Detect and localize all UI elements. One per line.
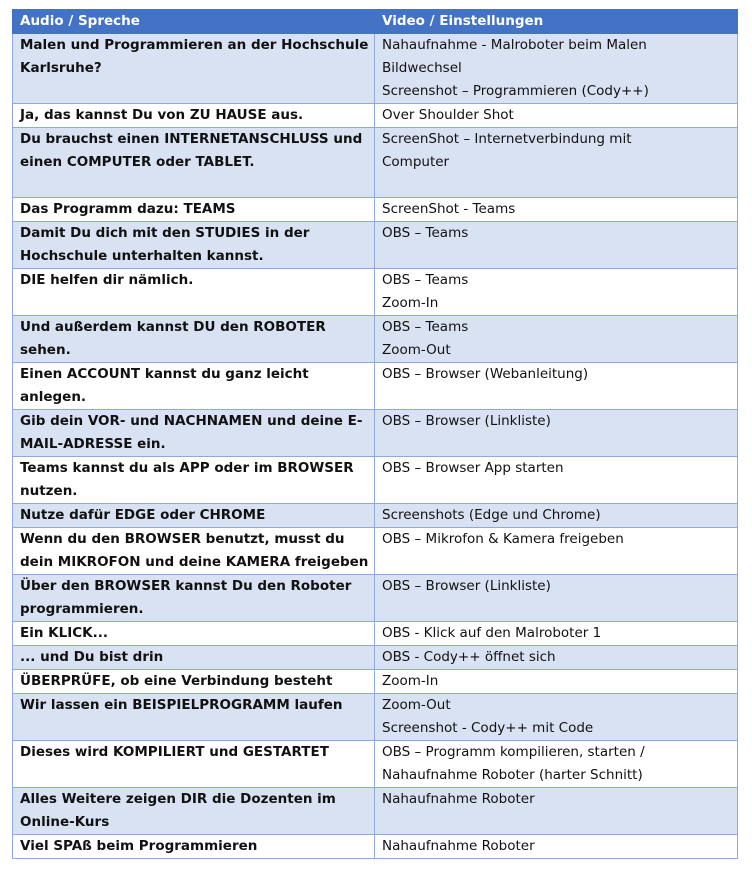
video-cell xyxy=(375,128,738,198)
audio-cell xyxy=(13,128,375,198)
audio-cell xyxy=(13,269,375,316)
table-row xyxy=(13,316,738,363)
table-row xyxy=(13,269,738,316)
video-text: Over Shoulder Shot xyxy=(382,107,514,123)
table-row xyxy=(13,363,738,410)
table-row xyxy=(13,575,738,622)
audio-text: ÜBERPRÜFE, ob eine Verbindung besteht xyxy=(20,673,333,689)
table-row xyxy=(13,528,738,575)
audio-text: Ja, das kannst Du von ZU HAUSE aus. xyxy=(20,107,304,123)
audio-text: Über den BROWSER kannst Du den Roboter xyxy=(20,578,352,594)
video-cell xyxy=(375,104,738,128)
audio-cell xyxy=(13,694,375,741)
audio-text: dein MIKROFON und deine KAMERA freigeben xyxy=(20,554,369,570)
video-text: Nahaufnahme Roboter xyxy=(382,791,535,807)
audio-text: einen COMPUTER oder TABLET. xyxy=(20,154,255,170)
video-text: OBS – Teams xyxy=(382,272,469,288)
video-text: OBS – Teams xyxy=(382,319,469,335)
audio-text: Viel SPAß beim Programmieren xyxy=(20,838,258,854)
video-cell xyxy=(375,741,738,788)
table-row xyxy=(13,694,738,741)
video-text: Nahaufnahme - Malroboter beim Malen xyxy=(382,37,647,53)
audio-cell xyxy=(13,504,375,528)
table-row xyxy=(13,457,738,504)
audio-text: Und außerdem kannst DU den ROBOTER xyxy=(20,319,326,335)
video-cell xyxy=(375,222,738,269)
audio-text: MAIL-ADRESSE ein. xyxy=(20,436,166,452)
audio-cell xyxy=(13,835,375,859)
header-video: Video / Einstellungen xyxy=(375,10,738,34)
video-cell xyxy=(375,528,738,575)
table-row xyxy=(13,622,738,646)
video-text: Nahaufnahme Roboter (harter Schnitt) xyxy=(382,767,643,783)
audio-text: Alles Weitere zeigen DIR die Dozenten im xyxy=(20,791,336,807)
table-row xyxy=(13,670,738,694)
table-row xyxy=(13,104,738,128)
table-row xyxy=(13,646,738,670)
audio-cell xyxy=(13,622,375,646)
table-row xyxy=(13,34,738,104)
script-table xyxy=(12,9,738,859)
audio-text: Wenn du den BROWSER benutzt, musst du xyxy=(20,531,345,547)
audio-text: Hochschule unterhalten kannst. xyxy=(20,248,264,264)
audio-cell xyxy=(13,198,375,222)
video-text: Screenshot - Cody++ mit Code xyxy=(382,720,594,736)
table-row xyxy=(13,504,738,528)
audio-text: Das Programm dazu: TEAMS xyxy=(20,201,236,217)
video-text: ScreenShot – Internetverbindung mit xyxy=(382,131,632,147)
audio-cell xyxy=(13,788,375,835)
video-text: OBS – Mikrofon & Kamera freigeben xyxy=(382,531,624,547)
audio-cell xyxy=(13,34,375,104)
video-text: Zoom-In xyxy=(382,295,439,311)
video-text: OBS – Browser (Linkliste) xyxy=(382,413,551,429)
audio-text: Nutze dafür EDGE oder CHROME xyxy=(20,507,266,523)
video-text: OBS - Klick auf den Malroboter 1 xyxy=(382,625,602,641)
video-text: OBS – Browser (Linkliste) xyxy=(382,578,551,594)
audio-text: Teams kannst du als APP oder im BROWSER xyxy=(20,460,354,476)
table-row xyxy=(13,128,738,198)
video-text: Zoom-Out xyxy=(382,697,451,713)
video-cell xyxy=(375,316,738,363)
audio-text: ... und Du bist drin xyxy=(20,649,164,665)
video-text: OBS - Cody++ öffnet sich xyxy=(382,649,556,665)
video-cell xyxy=(375,198,738,222)
audio-cell xyxy=(13,575,375,622)
audio-text: Einen ACCOUNT kannst du ganz leicht xyxy=(20,366,309,382)
audio-cell xyxy=(13,410,375,457)
header-audio: Audio / Spreche xyxy=(13,10,375,34)
video-cell xyxy=(375,34,738,104)
video-text: OBS – Browser App starten xyxy=(382,460,564,476)
audio-text: Gib dein VOR- und NACHNAMEN und deine E- xyxy=(20,413,363,429)
audio-text: nutzen. xyxy=(20,483,78,499)
audio-text: Damit Du dich mit den STUDIES in der xyxy=(20,225,310,241)
video-text: OBS – Teams xyxy=(382,225,469,241)
video-cell xyxy=(375,363,738,410)
table-row xyxy=(13,835,738,859)
video-cell xyxy=(375,670,738,694)
header-row xyxy=(13,10,738,34)
video-text: Bildwechsel xyxy=(382,60,462,76)
video-cell xyxy=(375,457,738,504)
video-text: Screenshots (Edge und Chrome) xyxy=(382,507,601,523)
table-row xyxy=(13,222,738,269)
video-text: OBS – Browser (Webanleitung) xyxy=(382,366,589,382)
audio-text: Dieses wird KOMPILIERT und GESTARTET xyxy=(20,744,329,760)
video-cell xyxy=(375,788,738,835)
video-text: Nahaufnahme Roboter xyxy=(382,838,535,854)
table-row xyxy=(13,198,738,222)
audio-cell xyxy=(13,104,375,128)
video-cell xyxy=(375,575,738,622)
audio-cell xyxy=(13,222,375,269)
audio-text: Malen und Programmieren an der Hochschule xyxy=(20,37,369,53)
video-cell xyxy=(375,622,738,646)
video-text: Computer xyxy=(382,154,450,170)
audio-text: programmieren. xyxy=(20,601,144,617)
audio-cell xyxy=(13,363,375,410)
audio-text: Karlsruhe? xyxy=(20,60,102,76)
video-cell xyxy=(375,269,738,316)
table-body xyxy=(13,34,738,859)
video-cell xyxy=(375,504,738,528)
video-cell xyxy=(375,410,738,457)
audio-text: Online-Kurs xyxy=(20,814,110,830)
video-text: Zoom-In xyxy=(382,673,439,689)
video-cell xyxy=(375,646,738,670)
audio-text: DIE helfen dir nämlich. xyxy=(20,272,194,288)
video-cell xyxy=(375,835,738,859)
video-text: Zoom-Out xyxy=(382,342,451,358)
table-row xyxy=(13,741,738,788)
table-row xyxy=(13,788,738,835)
video-text: OBS – Programm kompilieren, starten / xyxy=(382,744,645,760)
audio-text: anlegen. xyxy=(20,389,87,405)
audio-cell xyxy=(13,316,375,363)
audio-cell xyxy=(13,741,375,788)
table-row xyxy=(13,410,738,457)
audio-text: Wir lassen ein BEISPIELPROGRAMM laufen xyxy=(20,697,343,713)
audio-text: Ein KLICK... xyxy=(20,625,109,641)
audio-cell xyxy=(13,528,375,575)
audio-cell xyxy=(13,457,375,504)
audio-text: Du brauchst einen INTERNETANSCHLUSS und xyxy=(20,131,363,147)
audio-cell xyxy=(13,646,375,670)
video-text: Screenshot – Programmieren (Cody++) xyxy=(382,83,649,99)
audio-cell xyxy=(13,670,375,694)
video-cell xyxy=(375,694,738,741)
audio-text: sehen. xyxy=(20,342,71,358)
video-text: ScreenShot - Teams xyxy=(382,201,516,217)
